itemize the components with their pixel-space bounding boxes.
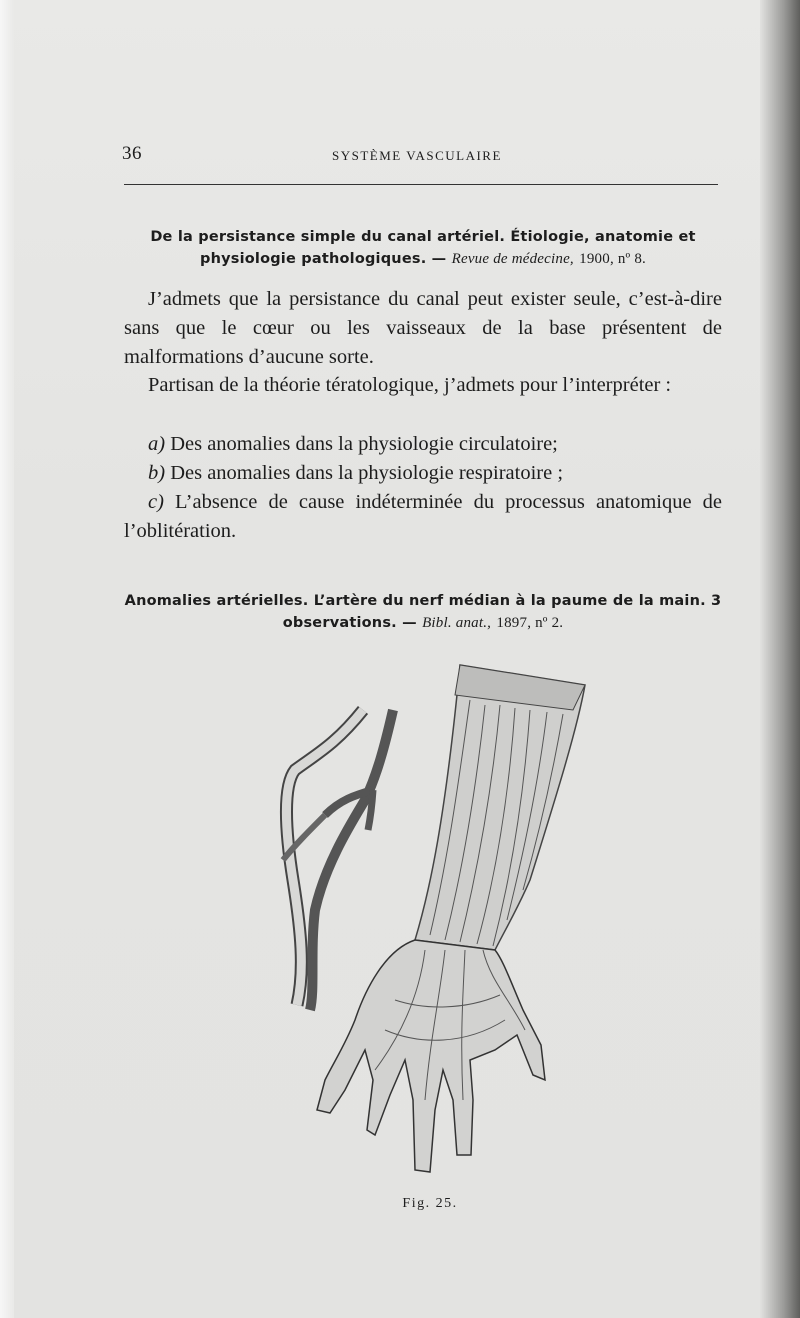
journal-volume: 1897, nº 2.: [496, 615, 564, 631]
paragraph: Partisan de la théorie tératologique, j’admets pour l’interpréter :: [148, 374, 672, 396]
scan-margin-right: [760, 0, 800, 1318]
list-item-label: a): [148, 433, 166, 455]
article-heading-anomalies: [124, 590, 722, 634]
header-rule: [124, 184, 718, 185]
figure-caption: Fig. 25.: [402, 1196, 458, 1211]
isolated-artery-drawing: [283, 710, 393, 1010]
hand-drawing: [317, 940, 545, 1172]
journal-name: Revue de médecine,: [451, 251, 574, 267]
journal-volume: 1900, nº 8.: [579, 251, 646, 267]
list-item-text: Des anomalies dans la physiologie respiratoire ;: [170, 462, 564, 484]
paragraph: J’admets que la persistance du canal peut exister seule, c’est-à-dire sans que le cœur ou les vaisseaux de la base présentent de malformations d’aucune sorte.: [124, 288, 722, 368]
page-header: [122, 143, 720, 167]
journal-name: Bibl. anat.,: [422, 615, 492, 631]
scan-margin-left: [0, 0, 14, 1318]
list-item: [124, 488, 722, 546]
article-title: De la persistance simple du canal artériel. Étiologie, anatomie et physiologie pathologiques. —: [150, 229, 696, 267]
running-title: SYSTÈME VASCULAIRE: [332, 148, 502, 163]
article-heading-canal-arteriel: [124, 226, 722, 270]
list-item-label: b): [148, 462, 166, 484]
list-item-text: L’absence de cause indéterminée du processus anatomique de l’oblitération.: [124, 491, 722, 542]
hand-illustration: [255, 650, 605, 1185]
list-item: [124, 459, 722, 488]
article-title: Anomalies artérielles. L’artère du nerf médian à la paume de la main. 3 observations. —: [124, 593, 722, 631]
list-item-label: c): [148, 491, 164, 513]
list-item-text: Des anomalies dans la physiologie circulatoire;: [170, 433, 558, 455]
page-number: 36: [122, 143, 142, 164]
forearm-drawing: [415, 665, 585, 950]
figure-hand-arteries: [255, 650, 605, 1185]
list-item: [124, 430, 722, 459]
